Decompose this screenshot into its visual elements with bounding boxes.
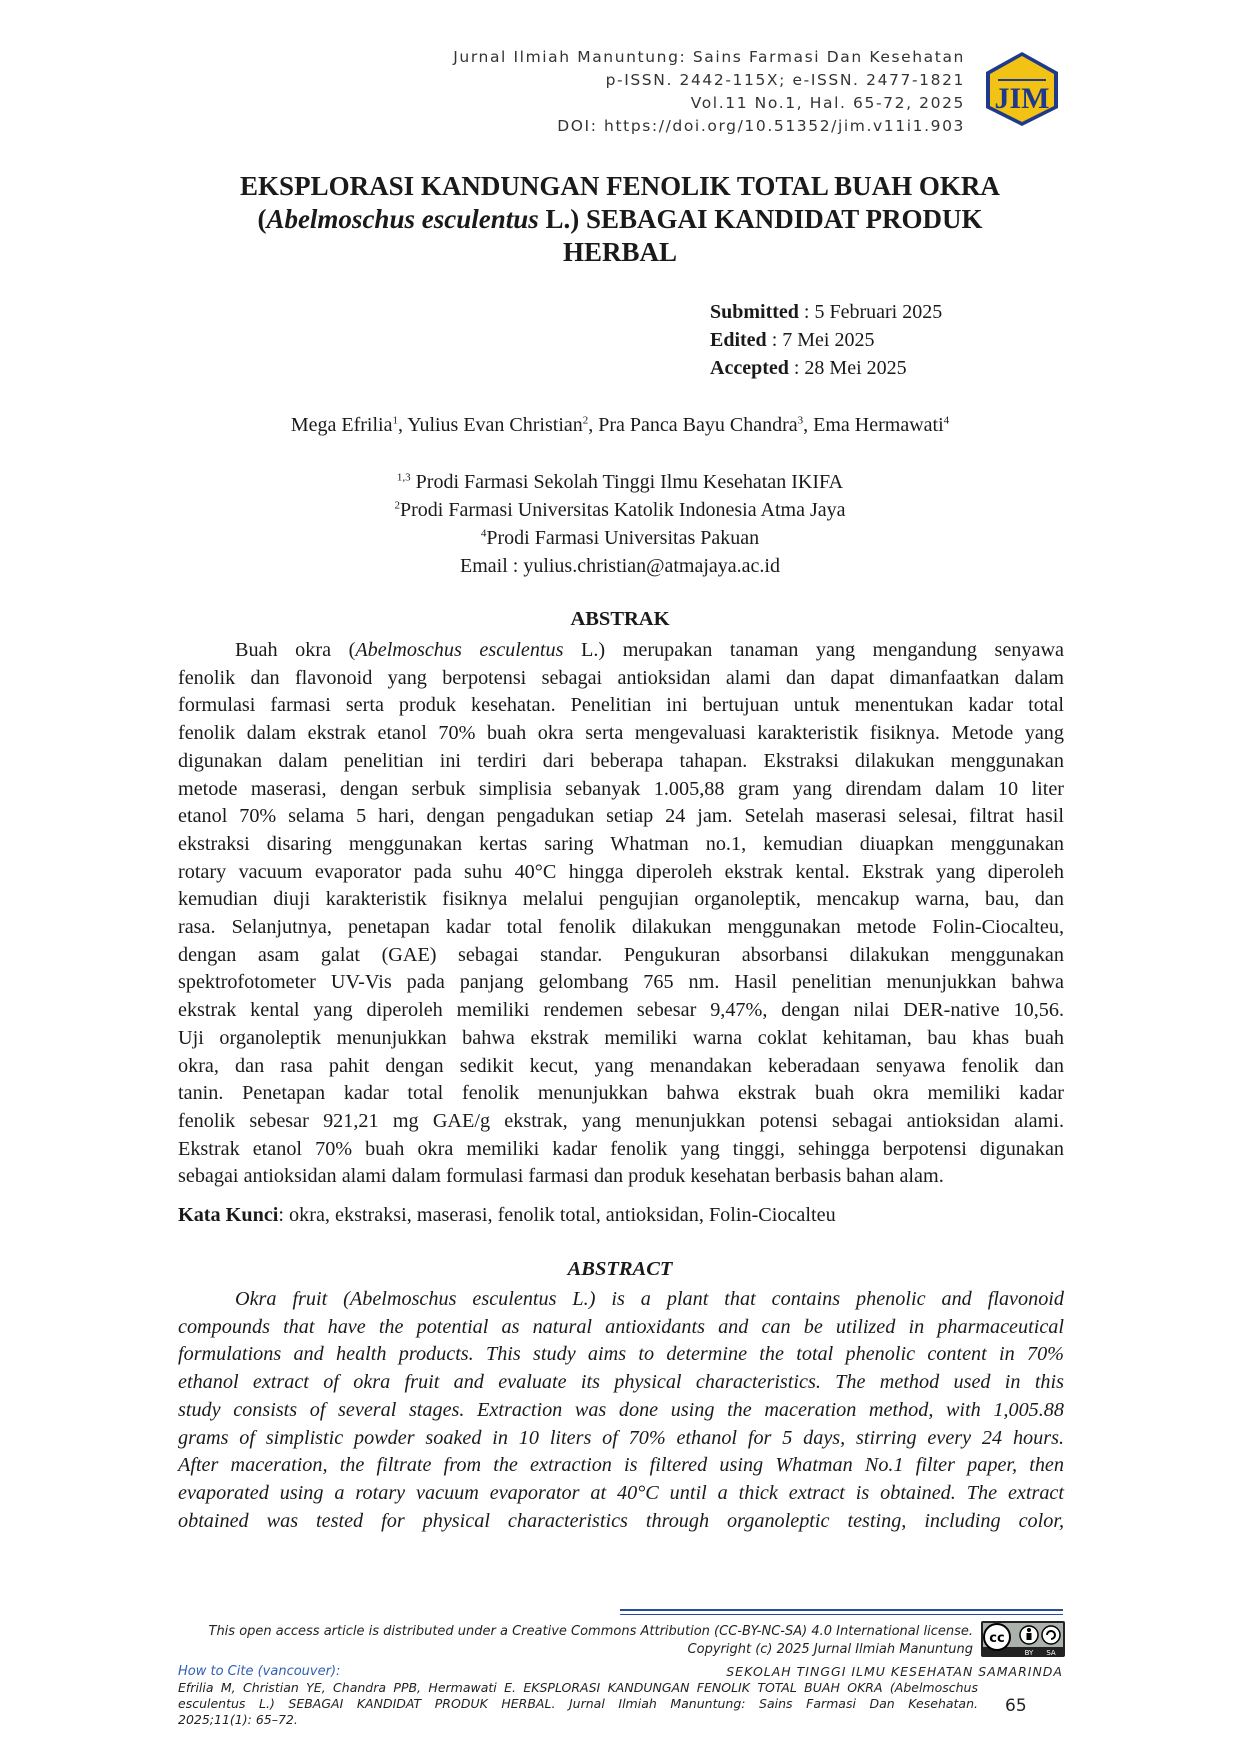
title-line-1: EKSPLORASI KANDUNGAN FENOLIK TOTAL BUAH OKRA	[240, 171, 1000, 201]
abstrak-line: dengan asam galat (GAE) sebagai standar. Pengukuran absorbansi dilakukan menggunakan	[178, 943, 1064, 966]
cc-license-badge[interactable]	[981, 1621, 1065, 1657]
abstrak-line: sebagai antioksidan alami dalam formulasi farmasi dan produk kesehatan berbasis bahan alam.	[178, 1165, 944, 1188]
journal-issn: p-ISSN. 2442-115X; e-ISSN. 2477-1821	[605, 71, 965, 89]
corresponding-email[interactable]: Email : yulius.christian@atmajaya.ac.id	[460, 555, 780, 577]
affiliation: $^2$Prodi Farmasi Universitas Katolik Indonesia Atma Jaya	[394, 499, 846, 521]
logo-text: JIM	[994, 82, 1050, 115]
abstrak-line: kemudian diuji karakteristik fisiknya melalui pengujian organoleptik, mencakup warna, bau, dan	[178, 888, 1064, 911]
keywords	[178, 1204, 836, 1227]
abstrak-line: ekstraksi disaring menggunakan kertas saring Whatman no.1, kemudian diuapkan menggunakan	[178, 832, 1064, 855]
journal-logo	[981, 50, 1063, 128]
author: Mega Efrilia$^1$,	[290, 414, 408, 436]
abstract-line: ethanol extract of okra fruit and evaluate its physical characteristics. The method used in this	[178, 1371, 1064, 1394]
license-text[interactable]: This open access article is distributed under a Creative Commons Attribution (CC-BY-NC-SA) 4.0 International license.	[208, 1624, 973, 1639]
svg-text:SA: SA	[1046, 1649, 1056, 1657]
title-line-3: HERBAL	[562, 237, 678, 267]
sa-icon	[1042, 1626, 1060, 1644]
abstrak-line: Uji organoleptik menunjukkan bahwa ekstrak memiliki warna coklat kehitaman, bau khas buah	[178, 1026, 1064, 1049]
abstrak-line: rasa. Selanjutnya, penetapan kadar total fenolik dilakukan menggunakan metode Folin-Ciocalteu,	[178, 916, 1064, 939]
abstrak-line: Buah okra (Abelmoschus esculentus L.) merupakan tanaman yang mengandung senyawa	[235, 639, 1064, 661]
page-number: 65	[1005, 1696, 1027, 1716]
abstrak-line: Ekstrak etanol 70% buah okra memiliki kadar fenolik yang tinggi, sehingga berpotensi digunakan	[178, 1137, 1064, 1160]
citation-line: Efrilia M, Christian YE, Chandra PPB, Hermawati E. EKSPLORASI KANDUNGAN FENOLIK TOTAL BUAH OKRA (Abelmoschus	[178, 1680, 978, 1695]
abstract-heading: ABSTRACT	[567, 1258, 673, 1280]
abstract-line: Okra fruit (Abelmoschus esculentus L.) is a plant that contains phenolic and flavonoid	[235, 1288, 1064, 1310]
abstract-line: compounds that have the potential as natural antioxidants and can be utilized in pharmaceutical	[178, 1315, 1064, 1338]
citation-line: 2025;11(1): 65–72.	[178, 1712, 298, 1727]
svg-text:cc: cc	[989, 1631, 1005, 1646]
abstrak-line: fenolik dan flavonoid yang berpotensi sebagai antioksidan alami dan dapat dimanfaatkan dalam	[178, 666, 1064, 689]
abstract-body	[178, 1286, 1064, 1535]
abstrak-line: rotary vacuum evaporator pada suhu 40°C hingga diperoleh ekstrak kental. Ekstrak yang diperoleh	[178, 860, 1064, 883]
abstract-line: grams of simplistic powder soaked in 10 liters of 70% ethanol for 5 days, stirring every 24 hours.	[178, 1426, 1064, 1449]
submitted-date: Submitted : 5 Februari 2025	[710, 301, 943, 323]
keywords-label: Kata Kunci	[178, 1204, 279, 1226]
abstrak-line: etanol 70% selama 5 hari, dengan pengadukan setiap 24 jam. Setelah maserasi selesai, filtrat hasil	[178, 805, 1064, 828]
abstrak-body	[178, 637, 1064, 1191]
abstrak-line: fenolik dalam ekstrak etanol 70% buah okra serta mengevaluasi karakteristik fisiknya. Metode yang	[178, 722, 1064, 745]
abstrak-line: spektrofotometer UV-Vis pada panjang gelombang 765 nm. Hasil penelitian menunjukkan bahwa	[178, 971, 1064, 994]
citation-line: esculentus L.) SEBAGAI KANDIDAT PRODUK HERBAL. Jurnal Ilmiah Manuntung: Sains Farmasi Dan Kesehatan.	[178, 1696, 978, 1711]
accepted-date: Accepted : 28 Mei 2025	[710, 357, 907, 379]
abstract-line: study consists of several stages. Extraction was done using the maceration method, with 1,005.88	[178, 1398, 1064, 1421]
journal-volume: Vol.11 No.1, Hal. 65-72, 2025	[690, 94, 965, 112]
article-title	[160, 170, 1080, 269]
article-dates	[710, 298, 942, 382]
citation	[178, 1680, 978, 1728]
abstrak-line: tanin. Penetapan kadar total fenolik menunjukkan bahwa ekstrak buah okra memiliki kadar	[178, 1082, 1064, 1105]
journal-header	[453, 46, 965, 138]
abstrak-line: formulasi farmasi serta produk kesehatan. Penelitian ini bertujuan untuk menentukan kadar total	[178, 694, 1064, 717]
publisher-name: SEKOLAH TINGGI ILMU KESEHATAN SAMARINDA	[726, 1664, 1063, 1679]
copyright-text: Copyright (c) 2025 Jurnal Ilmiah Manuntung	[687, 1642, 973, 1657]
abstract-line: After maceration, the filtrate from the extraction is filtered using Whatman No.1 filter paper, then	[178, 1454, 1064, 1477]
title-species: Abelmoschus esculentus	[266, 204, 539, 234]
author: Ema Hermawati$^4$	[813, 414, 950, 436]
footer-divider	[620, 1609, 1063, 1611]
abstract-line: obtained was tested for physical characteristics through organoleptic testing, including color,	[178, 1509, 1064, 1532]
abstrak-heading: ABSTRAK	[570, 608, 670, 630]
journal-doi[interactable]: DOI: https://doi.org/10.51352/jim.v11i1.903	[557, 117, 965, 135]
author-list	[0, 414, 1240, 437]
how-to-cite-label: How to Cite (vancouver):	[178, 1664, 341, 1679]
abstract-line: formulations and health products. This study aims to determine the total phenolic content in 70%	[178, 1343, 1064, 1366]
license-notice	[178, 1623, 973, 1659]
keywords-value: : okra, ekstraksi, maserasi, fenolik total, antioksidan, Folin-Ciocalteu	[278, 1204, 836, 1226]
affiliation: $^4$Prodi Farmasi Universitas Pakuan	[480, 527, 760, 549]
abstrak-line: metode maserasi, dengan serbuk simplisia sebanyak 1.005,88 gram yang direndam dalam 10 liter	[178, 777, 1064, 800]
svg-text:BY: BY	[1024, 1649, 1034, 1657]
abstrak-line: digunakan dalam penelitian ini terdiri dari beberapa tahapan. Ekstraksi dilakukan menggunakan	[178, 749, 1064, 772]
affiliations	[300, 468, 940, 580]
affiliation: $^{1,3}$ Prodi Farmasi Sekolah Tinggi Ilmu Kesehatan IKIFA	[396, 471, 844, 493]
author: Yulius Evan Christian$^2$,	[407, 414, 599, 436]
abstract-line: evaporated using a rotary vacuum evaporator at 40°C until a thick extract is obtained. The extract	[178, 1481, 1064, 1504]
abstrak-line: ekstrak kental yang diperoleh memiliki rendemen sebesar 9,47%, dengan nilai DER-native 10,56.	[178, 999, 1064, 1022]
edited-date: Edited : 7 Mei 2025	[710, 329, 875, 351]
title-line-2: (Abelmoschus esculentus L.) SEBAGAI KANDIDAT PRODUK	[257, 204, 983, 234]
author: Pra Panca Bayu Chandra$^3$,	[598, 414, 814, 436]
abstrak-line: okra, dan rasa pahit dengan sedikit kecut, yang menandakan keberadaan senyawa fenolik dan	[178, 1054, 1064, 1077]
footer-divider-thin	[620, 1614, 1063, 1615]
abstrak-line: fenolik sebesar 921,21 mg GAE/g ekstrak, yang menunjukkan potensi sebagai antioksidan alami.	[178, 1109, 1064, 1132]
journal-name: Jurnal Ilmiah Manuntung: Sains Farmasi Dan Kesehatan	[453, 48, 965, 66]
